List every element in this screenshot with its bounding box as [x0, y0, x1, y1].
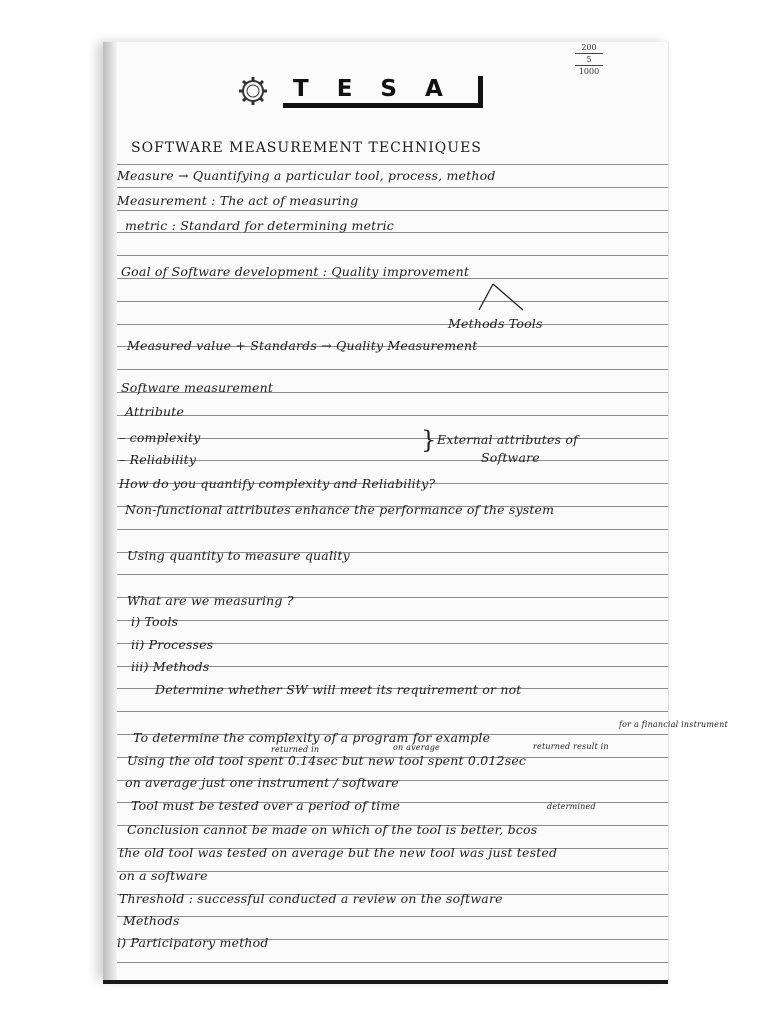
- line-conclusion: Conclusion cannot be made on which of the tool is better, bcos: [127, 822, 538, 837]
- margin-note-middle: 5: [575, 53, 603, 65]
- ruled-line: [117, 301, 668, 302]
- line-threshold: Threshold : successful conducted a review on the software: [119, 891, 503, 906]
- ruled-line: [117, 369, 668, 370]
- line-item-methods: iii) Methods: [131, 659, 210, 674]
- line-software-measurement: Software measurement: [121, 380, 274, 395]
- line-external-attr-2: Software: [481, 450, 540, 465]
- line-on-average: on average just one instrument / software: [125, 775, 399, 790]
- line-how-quantify: How do you quantify complexity and Reliability?: [119, 476, 436, 491]
- brace-glyph: }: [421, 426, 437, 454]
- ruled-line: [117, 255, 668, 256]
- line-item-tools: i) Tools: [131, 614, 179, 629]
- line-measurement: Measurement : The act of measuring: [117, 193, 359, 208]
- note-old-tool-b: on average: [393, 743, 440, 752]
- ruled-line: [117, 574, 668, 575]
- ruled-line: [117, 620, 668, 621]
- ruled-line: [117, 164, 668, 165]
- ruled-line: [117, 711, 668, 712]
- notes-title: SOFTWARE MEASUREMENT TECHNIQUES: [131, 140, 482, 156]
- line-methods: Methods: [123, 913, 180, 928]
- ruled-line: [117, 187, 668, 188]
- branch-lines: [475, 282, 535, 314]
- line-what-measuring: What are we measuring ?: [127, 593, 294, 608]
- line-item-processes: ii) Processes: [131, 637, 214, 652]
- tesa-logo: [233, 72, 493, 112]
- logo-text: TESA: [293, 76, 471, 102]
- ruled-line: [117, 529, 668, 530]
- line-external-attr-1: External attributes of: [437, 432, 578, 447]
- line-measure: Measure → Quantifying a particular tool, process, method: [117, 168, 496, 183]
- line-measured-value: Measured value + Standards → Quality Measurement: [127, 338, 478, 353]
- line-using-old-tool: Using the old tool spent 0.14sec but new tool spent 0.012sec: [127, 753, 527, 768]
- ruled-line: [117, 916, 668, 917]
- note-to-determine: for a financial instrument: [619, 720, 728, 729]
- line-non-functional: Non-functional attributes enhance the performance of the system: [125, 502, 555, 517]
- ruled-line: [117, 460, 668, 461]
- page-bottom-edge: [103, 980, 668, 984]
- margin-note-bottom: 1000: [575, 65, 603, 77]
- ruled-line: [117, 324, 668, 325]
- line-methods-tools: Methods Tools: [448, 316, 543, 331]
- margin-note: [564, 42, 614, 77]
- line-reliability: – Reliability: [119, 452, 197, 467]
- line-attribute: Attribute: [125, 404, 185, 419]
- ruled-line: [117, 962, 668, 963]
- line-old-tool-tested: the old tool was tested on average but the new tool was just tested: [119, 845, 558, 860]
- line-complexity: – complexity: [119, 430, 201, 445]
- ruled-line: [117, 210, 668, 211]
- line-goal: Goal of Software development : Quality improvement: [121, 264, 470, 279]
- gear-icon: [238, 76, 268, 106]
- margin-note-top: 200: [581, 43, 597, 52]
- line-to-determine: To determine the complexity of a program for example: [133, 730, 491, 745]
- line-determine-sw: Determine whether SW will meet its requirement or not: [155, 682, 522, 697]
- notebook-page: [103, 42, 728, 980]
- line-metric: metric : Standard for determining metric: [125, 218, 394, 233]
- note-old-tool-a: returned in: [271, 745, 320, 754]
- line-participatory: i) Participatory method: [117, 935, 269, 950]
- line-on-a-software: on a software: [119, 868, 208, 883]
- note-tool-tested: determined: [547, 802, 596, 811]
- line-using-quantity: Using quantity to measure quality: [127, 548, 350, 563]
- note-old-tool-c: returned result in: [533, 742, 609, 751]
- ruled-line: [117, 415, 668, 416]
- line-tool-tested: Tool must be tested over a period of time: [131, 798, 401, 813]
